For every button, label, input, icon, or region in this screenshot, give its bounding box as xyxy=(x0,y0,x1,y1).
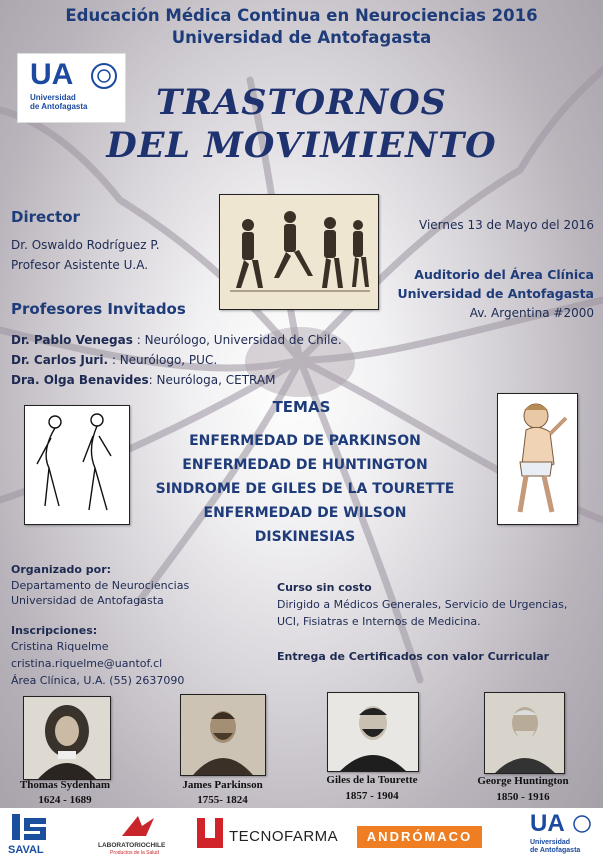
saval-mark-icon xyxy=(10,812,50,842)
portrait-name: James Parkinson xyxy=(182,779,263,791)
director-heading: Director xyxy=(11,208,80,226)
portrait-parkinson xyxy=(180,694,266,776)
ua-logo-footer: UA Universidad de Antofagasta xyxy=(530,812,598,860)
director-role: Profesor Asistente U.A. xyxy=(11,258,149,272)
portrait-name: Giles de la Tourette xyxy=(326,774,418,786)
tema-item: ENFERMEDAD DE WILSON xyxy=(203,505,407,521)
title-line-2: DEL MOVIMIENTO xyxy=(106,125,497,166)
portrait-name: Thomas Sydenham xyxy=(19,779,111,791)
andromaco-logo: ANDRÓMACO xyxy=(357,826,482,848)
header-line-2: Universidad de Antofagasta xyxy=(171,28,432,47)
portrait-sydenham xyxy=(23,696,111,780)
header-line-1: Educación Médica Continua en Neurociencias 2016 xyxy=(65,6,538,25)
lab-chile-mark-icon xyxy=(118,812,158,840)
university-seal-icon xyxy=(572,814,592,834)
registration-email[interactable]: cristina.riquelme@uantof.cl xyxy=(11,657,163,670)
title-line-1: TRASTORNOS xyxy=(156,82,447,123)
portrait-huntington xyxy=(484,692,565,774)
organizer-heading: Organizado por: xyxy=(11,563,112,576)
course-heading: Curso sin costo xyxy=(277,581,372,594)
tecnofarma-logo: TECNOFARMA xyxy=(195,814,335,858)
ua-logo: UA Universidad de Antofagasta xyxy=(17,53,126,123)
organizer-line-1: Departamento de Neurociencias xyxy=(11,579,190,592)
portrait-years: 1624 - 1689 xyxy=(38,794,92,806)
registration-name: Cristina Riquelme xyxy=(11,640,109,653)
event-venue-2: Universidad de Antofagasta xyxy=(397,286,594,301)
professor-item: Dr. Carlos Juri. : Neurólogo, PUC. xyxy=(11,353,218,367)
saval-logo: SAVAL xyxy=(6,812,54,860)
tema-item: ENFERMEDAD DE HUNTINGTON xyxy=(182,457,428,473)
event-address: Av. Argentina #2000 xyxy=(469,306,594,320)
organizer-line-2: Universidad de Antofagasta xyxy=(11,594,164,607)
tecnofarma-mark-icon xyxy=(195,816,225,852)
event-date: Viernes 13 de Mayo del 2016 xyxy=(419,218,594,232)
professor-item: Dr. Pablo Venegas : Neurólogo, Universidad de Chile. xyxy=(11,333,342,347)
course-line-2: UCI, Fisiatras e Internos de Medicina. xyxy=(277,615,481,628)
registration-phone: Área Clínica, U.A. (55) 2637090 xyxy=(11,674,185,687)
chorea-illustration xyxy=(219,194,379,310)
course-line-1: Dirigido a Médicos Generales, Servicio de Urgencias, xyxy=(277,598,568,611)
registration-heading: Inscripciones: xyxy=(11,624,98,637)
sponsors-footer xyxy=(0,808,603,863)
director-name: Dr. Oswaldo Rodríguez P. xyxy=(11,238,160,252)
professors-heading: Profesores Invitados xyxy=(11,300,186,318)
portrait-years: 1755- 1824 xyxy=(197,794,248,806)
portrait-years: 1857 - 1904 xyxy=(345,790,399,802)
temas-heading: TEMAS xyxy=(272,398,331,416)
portrait-name: George Huntington xyxy=(477,775,569,787)
tema-item: ENFERMEDAD DE PARKINSON xyxy=(189,433,421,449)
event-venue-1: Auditorio del Área Clínica xyxy=(414,267,594,282)
parkinson-illustration xyxy=(24,405,130,525)
tema-item: DISKINESIAS xyxy=(254,529,356,545)
laboratorio-chile-logo: LABORATORIOCHILE Productos de la Salud xyxy=(98,812,178,860)
portrait-tourette xyxy=(327,692,419,772)
course-certificate: Entrega de Certificados con valor Curricular xyxy=(277,650,550,663)
tema-item: SINDROME DE GILES DE LA TOURETTE xyxy=(155,481,455,497)
portrait-years: 1850 - 1916 xyxy=(496,791,550,803)
professor-item: Dra. Olga Benavides: Neuróloga, CETRAM xyxy=(11,373,276,387)
